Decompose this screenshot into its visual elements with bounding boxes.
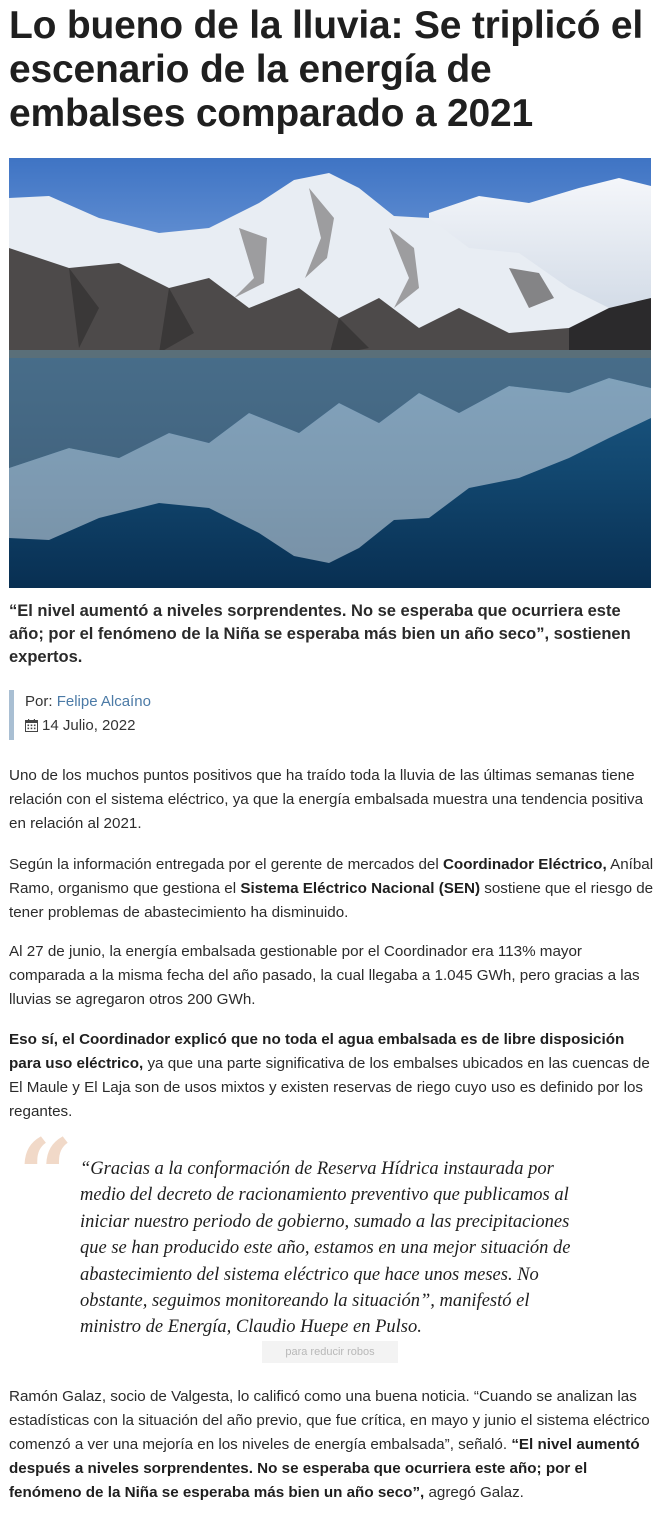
paragraph-2-text: sostiene que el riesgo de tener problemas de abastecimiento ha disminuido. xyxy=(9,880,654,921)
paragraph-4-bold: Eso sí, el Coordinador explicó que no toda el agua embalsada es de libre disposición para uso eléctrico, xyxy=(9,1031,625,1072)
paragraph-1: Uno de los muchos puntos positivos que ha traído toda la lluvia de las últimas semanas tiene relación con el sistema eléctrico, ya que la energía embalsada muestra una tendencia positiva en relación al 2021. xyxy=(9,767,644,832)
paragraph-5 xyxy=(9,1385,654,1505)
author-link[interactable]: Felipe Alcaíno xyxy=(56,693,151,710)
paragraph-5-bold: “El nivel aumentó después a niveles sorprendentes. No se esperaba que ocurriera este año; por el fenómeno de la Niña se esperaba más bien un año seco”, xyxy=(9,1436,640,1501)
quote-mark-icon: “ xyxy=(18,1118,74,1231)
paragraph-2-bold: Sistema Eléctrico Nacional (SEN) xyxy=(240,880,481,897)
paragraph-2 xyxy=(9,853,654,925)
publish-date: 14 Julio, 2022 xyxy=(42,717,136,734)
paragraph-5-text: Ramón Galaz, socio de Valgesta, lo calificó como una buena noticia. “Cuando se analizan las estadísticas con la situación del año previo, que fue crítica, en mayo y junio el sistema eléctrico comenzó a ver una mejoría en los niveles de energía embalsada”, señaló. xyxy=(9,1388,650,1453)
byline-prefix: Por: xyxy=(25,693,53,710)
paragraph-4-text: ya que una parte significativa de los embalses ubicados en las cuencas de El Maule y El Laja son de usos mixtos y existen reservas de riego cuyo uso es definido por los regantes. xyxy=(9,1055,650,1120)
byline xyxy=(9,690,151,740)
calendar-icon xyxy=(25,716,38,740)
overlay-caption: para reducir robos xyxy=(262,1341,398,1363)
paragraph-4 xyxy=(9,1028,654,1124)
article-title: Lo bueno de la lluvia: Se triplicó el escenario de la energía de embalses comparado a 2021 xyxy=(9,4,644,135)
paragraph-3: Al 27 de junio, la energía embalsada gestionable por el Coordinador era 113% mayor comparada a la misma fecha del año pasado, la cual llegaba a 1.045 GWh, pero gracias a las lluvias se agregaron otros 200 GWh. xyxy=(9,943,640,1008)
hero-image xyxy=(9,158,651,588)
author-line xyxy=(25,690,151,714)
paragraph-5-text: agregó Galaz. xyxy=(424,1484,524,1501)
paragraph-2-bold: Coordinador Eléctrico, xyxy=(442,856,607,873)
blockquote: “Gracias a la conformación de Reserva Hídrica instaurada por medio del decreto de racionamiento preventivo que publicamos al iniciar nuestro periodo de gobierno, sumado a las precipitaciones que se han producido este año, estamos en una mejor situación de abastecimiento del sistema eléctrico que hace unos meses. No obstante, seguimos monitoreando la situación”, manifestó el ministro de Energía, Claudio Huepe en Pulso. xyxy=(80,1159,571,1338)
paragraph-2-text: Aníbal Ramo, organismo que gestiona el xyxy=(9,856,654,897)
date-line xyxy=(25,714,151,740)
paragraph-2-text: Según la información entregada por el gerente de mercados del xyxy=(9,856,443,873)
article-lead: “El nivel aumentó a niveles sorprendentes. No se esperaba que ocurriera este año; por el fenómeno de la Niña se esperaba más bien un año seco”, sostienen expertos. xyxy=(9,602,631,666)
